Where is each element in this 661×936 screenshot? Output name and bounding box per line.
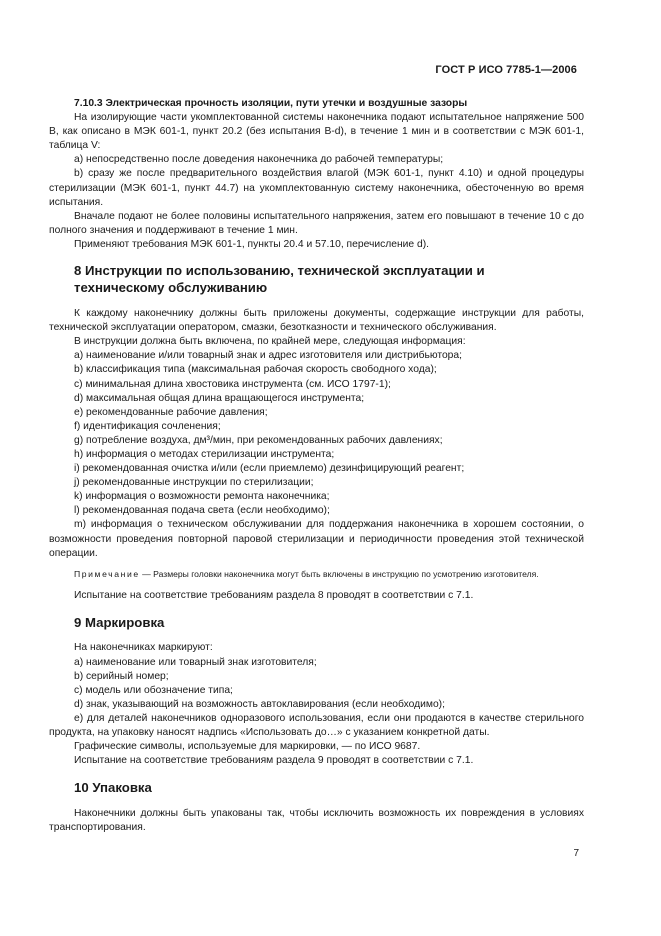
section-heading: 9 Маркировка [74,614,165,630]
page-number: 7 [573,848,579,859]
list-item: i) рекомендованная очистка и/или (если приемлемо) дезинфицирующий реагент; [74,463,465,475]
subsection-title: 7.10.3 Электрическая прочность изоляции, пути утечки и воздушные зазоры [74,98,468,109]
list-item: e) рекомендованные рабочие давления; [74,406,268,418]
paragraph: На наконечниках маркируют: [74,642,213,654]
list-item: k) информация о возможности ремонта наконечника; [74,491,330,503]
paragraph: Испытание на соответствие требованиям раздела 9 проводят в соответствии с 7.1. [74,755,474,767]
list-item: a) непосредственно после доведения наконечника до рабочей температуры; [74,154,444,166]
list-item: d) знак, указывающий на возможность автоклавирования (если необходимо); [74,698,445,710]
paragraph: К каждому наконечнику должны быть приложены документы, содержащие инструкции для работы, технической эксплуатации оператором, смазки, безотказности и технического обслуживания. [49,308,584,334]
paragraph: Применяют требования МЭК 601-1, пункты 20.4 и 57.10, перечисление d). [74,238,430,250]
list-item: g) потребление воздуха, дм³/мин, при рекомендованных рабочих давлениях; [74,434,443,446]
note-label: Примечание [74,568,140,579]
list-item: c) минимальная длина хвостовика инструмента (см. ИСО 1797-1); [74,378,391,390]
list-item: b) классификация типа (максимальная рабочая скорость свободного хода); [74,364,437,376]
list-item: a) наименование или товарный знак изготовителя; [74,656,317,668]
section-heading-line: 8 Инструкции по использованию, технической эксплуатации и [74,263,485,279]
list-item: b) сразу же после предварительного воздействия влагой (МЭК 601-1, пункт 4.10) и одной процедуры стерилизации (МЭК 601-1, пункт 44.7) на укомплектованную систему наконечника, обесточенную во время испытания. [49,168,584,208]
note-text: — Размеры головки наконечника могут быть включены в инструкцию по усмотрению изготовителя. [139,568,539,579]
section-heading-line: техническому обслуживанию [74,279,268,295]
list-item: a) наименование и/или товарный знак и адрес изготовителя или дистрибьютора; [74,350,462,362]
list-item: j) рекомендованные инструкции по стерилизации; [74,477,314,489]
paragraph: В инструкции должна быть включена, по крайней мере, следующая информация: [74,336,466,348]
paragraph: Графические символы, используемые для маркировки, — по ИСО 9687. [74,741,421,753]
list-item: f) идентификация сочленения; [74,420,221,432]
list-item: m) информация о техническом обслуживании для поддержания наконечника в хорошем состоянии, о возможности проведения повторной паровой стерилизации и периодичности проведения этой технической операции. [49,519,584,559]
list-item: b) серийный номер; [74,670,169,682]
note [49,568,584,581]
list-item: l) рекомендованная подача света (если необходимо); [74,505,330,517]
list-item: c) модель или обозначение типа; [74,684,233,696]
list-item: h) информация о методах стерилизации инструмента; [74,448,335,460]
list-item: d) максимальная общая длина вращающегося инструмента; [74,392,365,404]
list-item: e) для деталей наконечников одноразового использования, если они продаются в качестве стерильного продукта, на упаковку наносят надпись «Использовать до…» с указанием конкретной даты. [49,712,584,738]
paragraph: Испытание на соответствие требованиям раздела 8 проводят в соответствии с 7.1. [74,589,474,601]
section-heading [49,263,584,296]
section-heading: 10 Упаковка [74,780,152,796]
document-code: ГОСТ Р ИСО 7785-1—2006 [435,64,577,76]
page-body [49,97,584,835]
paragraph: Наконечники должны быть упакованы так, чтобы исключить возможность их повреждения в условиях транспортирования. [49,807,584,833]
paragraph: На изолирующие части укомплектованной системы наконечника подают испытательное напряжение 500 В, как описано в МЭК 601-1, пункт 20.2 (без испытания B-d), в течение 1 мин и в соответствии с МЭК 601-1, таблица V: [49,112,584,152]
paragraph: Вначале подают не более половины испытательного напряжения, затем его повышают в течение 10 с до полного значения и поддерживают в течение 1 мин. [49,210,584,236]
